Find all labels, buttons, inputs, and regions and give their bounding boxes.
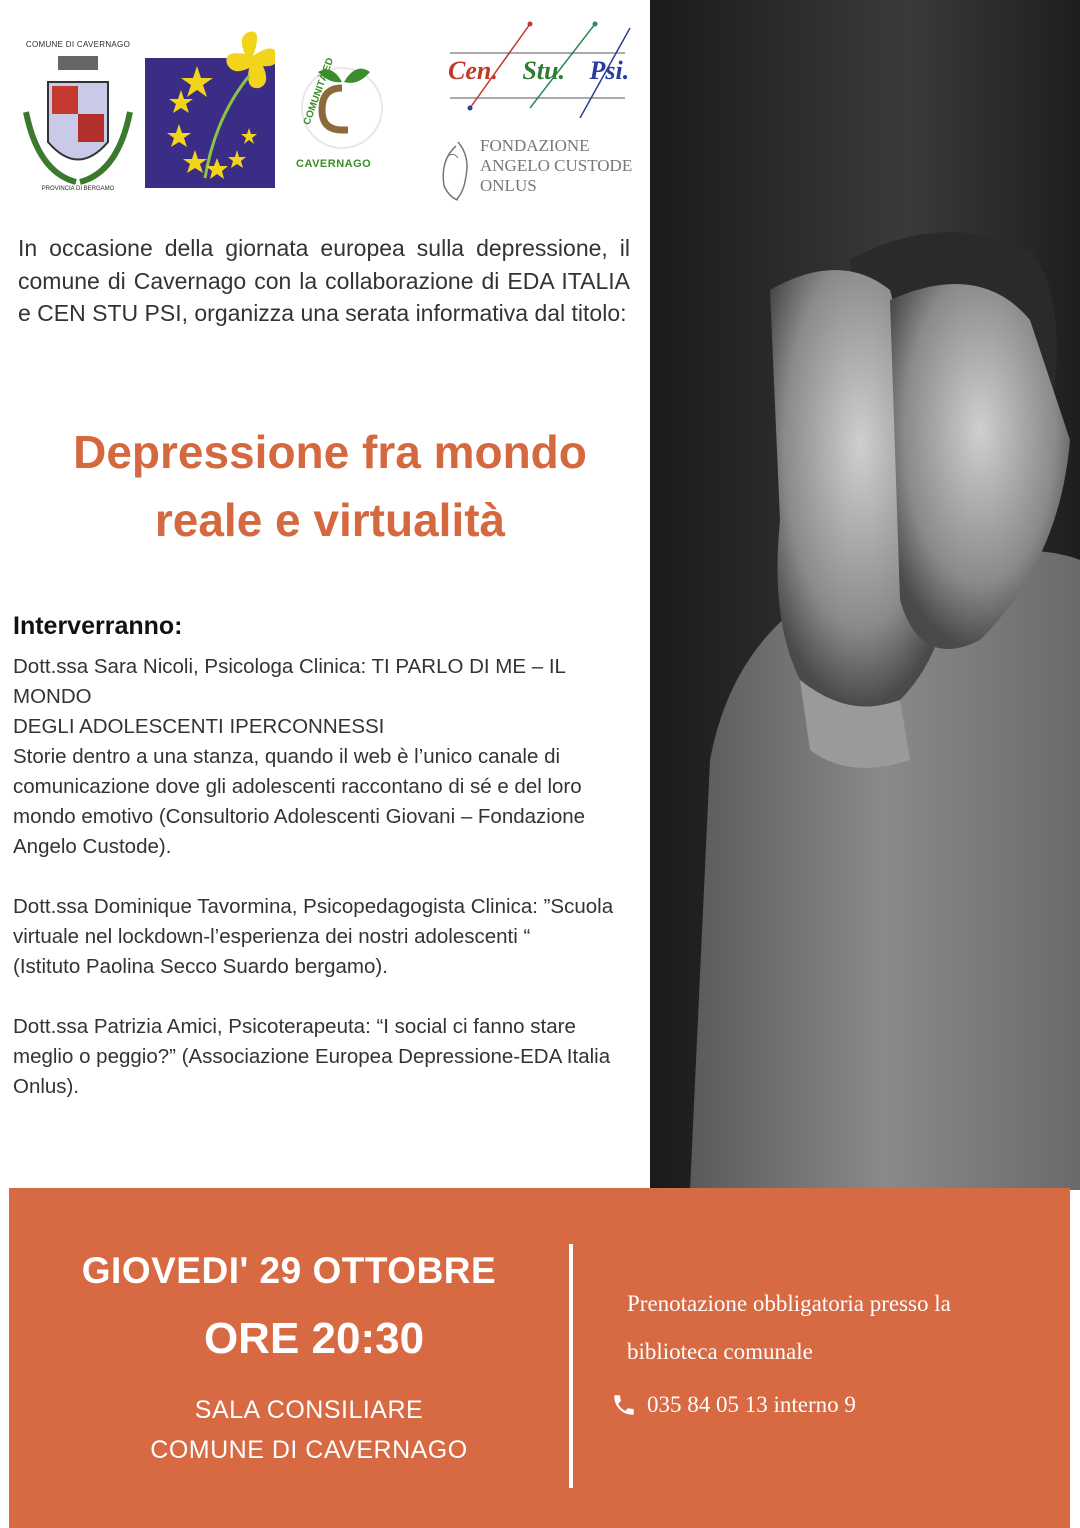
eu-depression-logo	[145, 28, 275, 188]
comunita-arc-text: COMUNITÀ EDUCANTE	[301, 58, 351, 127]
phone-number: 035 84 05 13 interno 9	[647, 1392, 856, 1417]
sprout-circle-icon	[292, 58, 402, 158]
event-title-line-1: Depressione fra mondo	[73, 426, 587, 478]
censtu-cen: Cen.	[448, 56, 498, 85]
comune-cavernago-logo	[18, 40, 138, 200]
event-date: GIOVEDI' 29 OTTOBRE	[81, 1250, 497, 1291]
speaker-tavormina: Dott.ssa Dominique Tavormina, Psicopedagogista Clinica: ”Scuola virtuale nel lockdown-l’esperienza dei nostri adolescenti “ (Istituto Paolina Secco Suardo bergamo).	[13, 895, 614, 978]
fondazione-line-1: FONDAZIONE	[480, 136, 590, 155]
comunita-label: CAVERNAGO	[296, 158, 372, 170]
event-title-line-2: reale e virtualità	[154, 494, 506, 546]
event-title	[10, 418, 650, 554]
banner-divider	[569, 1244, 573, 1488]
coat-of-arms-icon	[18, 52, 138, 202]
fondazione-text	[480, 136, 632, 196]
comune-logo-bottom-text: PROVINCIA DI BERGAMO	[41, 186, 115, 192]
event-place-line-2: COMUNE DI CAVERNAGO	[150, 1436, 468, 1464]
speakers-heading: Interverranno:	[13, 612, 183, 640]
phone-icon	[611, 1392, 637, 1418]
fondazione-line-2: ANGELO CUSTODE	[480, 156, 633, 175]
censtu-psi: Psi.	[589, 56, 630, 85]
intro-paragraph: In occasione della giornata europea sulla depressione, il comune di Cavernago con la collaborazione di EDA ITALIA e CEN STU PSI, organizza una serata informativa dal titolo:	[18, 235, 630, 326]
speaker-amici: Dott.ssa Patrizia Amici, Psicoterapeuta: “I social ci fanno stare meglio o peggio?” (Associazione Europea Depressione-EDA Italia Onlus).	[13, 1015, 611, 1098]
booking-text: Prenotazione obbligatoria presso la biblioteca comunale	[627, 1291, 951, 1364]
eu-stars-flower-icon	[145, 28, 275, 188]
speakers-list	[13, 652, 638, 1132]
censtu-stu: Stu.	[522, 56, 565, 85]
comunita-educante-logo	[292, 58, 402, 178]
comune-logo-top-text: COMUNE DI CAVERNAGO	[25, 40, 131, 49]
photo-illustration	[650, 0, 1080, 1190]
speaker-nicoli: Dott.ssa Sara Nicoli, Psicologa Clinica: TI PARLO DI ME – IL MONDO DEGLI ADOLESCENTI IPERCONNESSI Storie dentro a una stanza, quando il web è l’unico canale di comunicazione dove gli adolescenti raccontano di sé e del loro mondo emotivo (Consultorio Adolescenti Giovani – Fondazione Angelo Custode).	[13, 655, 586, 858]
fondazione-line-3: ONLUS	[480, 176, 537, 195]
photo-man-covering-face	[650, 0, 1080, 1190]
fondazione-angelo-custode-logo	[436, 136, 650, 206]
event-info-banner	[9, 1188, 1070, 1528]
event-place-line-1: SALA CONSILIARE	[194, 1396, 424, 1424]
logos-row	[0, 0, 650, 210]
phone-contact[interactable]	[611, 1392, 856, 1418]
event-place	[9, 1390, 609, 1470]
censtu-text	[448, 56, 629, 86]
event-time: ORE 20:30	[203, 1314, 425, 1363]
angel-hands-icon	[436, 136, 476, 206]
cen-stu-psi-logo	[440, 18, 640, 118]
